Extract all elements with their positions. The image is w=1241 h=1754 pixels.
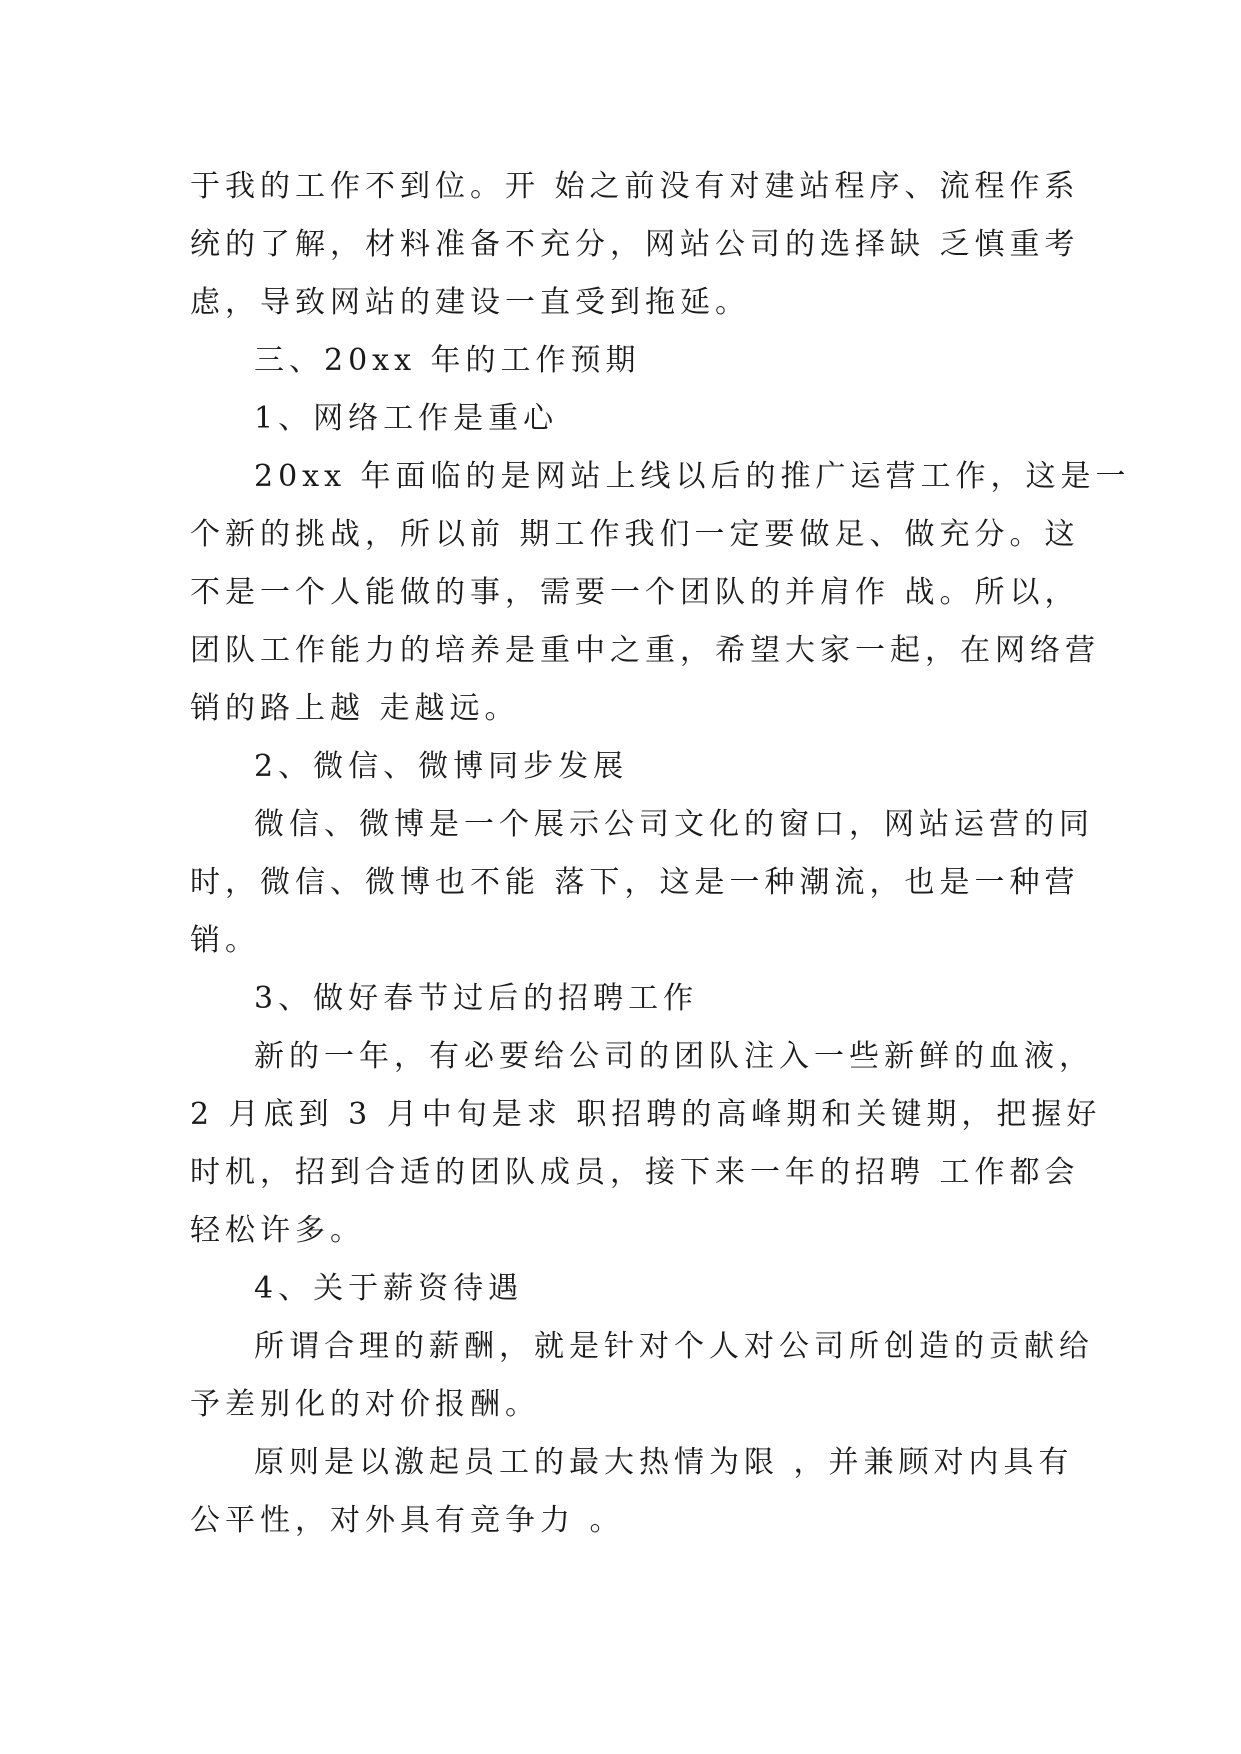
body-line: 销。 [190, 923, 260, 958]
body-line: 公平性，对外具有竞争力 。 [190, 1503, 625, 1538]
body-line: 虑，导致网站的建设一直受到拖延。 [190, 285, 750, 320]
body-line: 2 月底到 3 月中旬是求 职招聘的高峰期和关键期，把握好 [190, 1097, 1102, 1132]
body-line: 统的了解，材料准备不充分，网站公司的选择缺 乏慎重考 [190, 227, 1080, 262]
body-line: 所谓合理的薪酬，就是针对个人对公司所创造的贡献给 [254, 1329, 1094, 1364]
body-line: 个新的挑战，所以前 期工作我们一定要做足、做充分。这 [190, 517, 1080, 552]
body-line: 时，微信、微博也不能 落下，这是一种潮流，也是一种营 [190, 865, 1080, 900]
body-line: 20xx 年面临的是网站上线以后的推广运营工作，这是一 [254, 459, 1131, 494]
subsection-heading: 2、微信、微博同步发展 [254, 749, 629, 784]
body-line: 销的路上越 走越远。 [190, 691, 520, 726]
body-line: 不是一个人能做的事，需要一个团队的并肩作 战。所以， [190, 575, 1080, 610]
document-body [190, 158, 1131, 1550]
body-line: 团队工作能力的培养是重中之重，希望大家一起，在网络营 [190, 633, 1100, 668]
section-heading: 三、20xx 年的工作预期 [254, 343, 641, 378]
body-line: 新的一年，有必要给公司的团队注入一些新鲜的血液， [254, 1039, 1094, 1074]
body-line: 微信、微博是一个展示公司文化的窗口，网站运营的同 [254, 807, 1094, 842]
body-line: 于我的工作不到位。开 始之前没有对建站程序、流程作系 [190, 169, 1080, 204]
subsection-heading: 1、网络工作是重心 [254, 401, 559, 436]
subsection-heading: 4、关于薪资待遇 [254, 1271, 524, 1306]
body-line: 轻松许多。 [190, 1213, 365, 1248]
body-line: 予差别化的对价报酬。 [190, 1387, 540, 1422]
subsection-heading: 3、做好春节过后的招聘工作 [254, 981, 699, 1016]
body-line: 时机，招到合适的团队成员，接下来一年的招聘 工作都会 [190, 1155, 1080, 1190]
body-line: 原则是以激起员工的最大热情为限 ，并兼顾对内具有 [254, 1445, 1074, 1480]
